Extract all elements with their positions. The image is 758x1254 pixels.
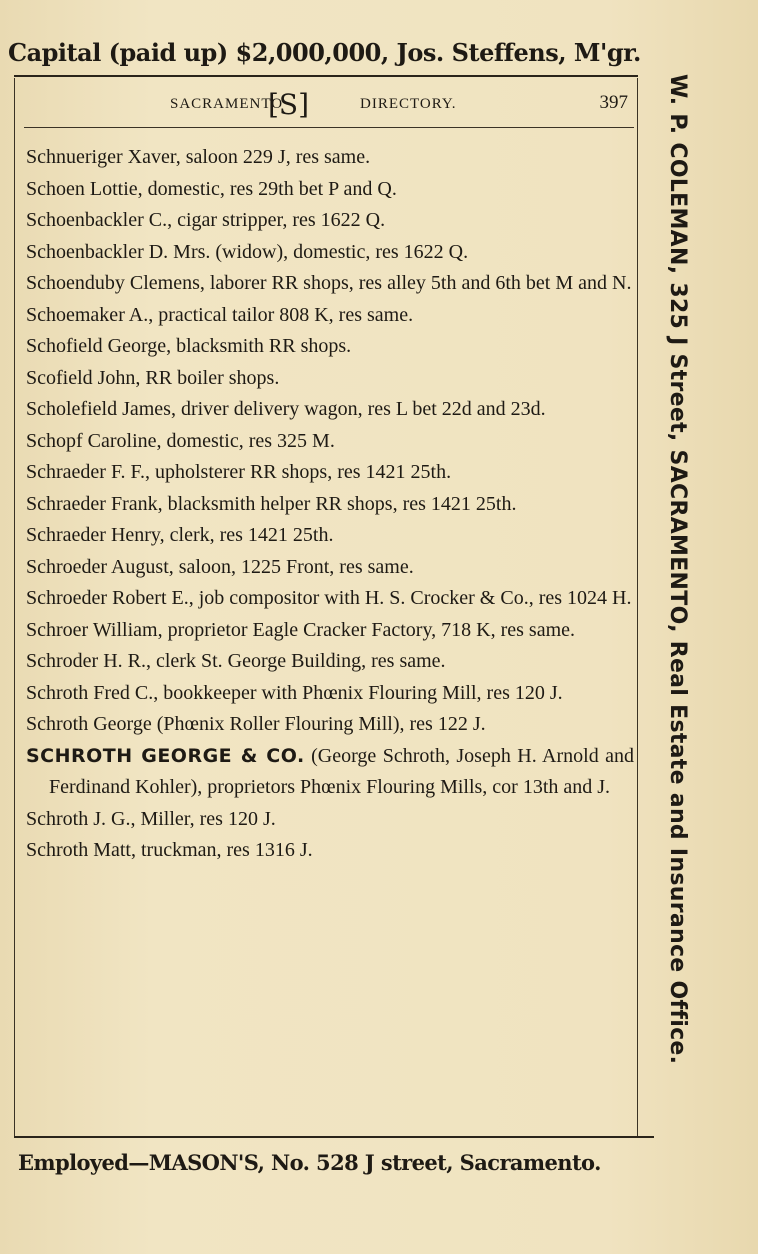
running-head-title: DIRECTORY. [360,96,457,112]
directory-entry: Schroder H. R., clerk St. George Building, res same. [26,650,446,672]
directory-entry: Schoen Lottie, domestic, res 29th bet P and Q. [26,177,397,200]
directory-entry: Schnueriger Xaver, saloon 229 J, res same. [26,146,371,168]
directory-entry: Schraeder Henry, clerk, res 1421 25th. [26,524,334,546]
directory-entry: Scholefield James, driver delivery wagon, res L bet 22d and 23d. [26,398,546,420]
page-number: 397 [599,92,628,113]
directory-entry: Schraeder Frank, blacksmith helper RR shops, res 1421 25th. [26,492,517,515]
running-head-letter: [S] [268,88,310,121]
directory-entry: Schoemaker A., practical tailor 808 K, res same. [26,303,414,326]
running-head-city: SACRAMENTO [170,96,284,112]
directory-entry: Schroth Matt, truckman, res 1316 J. [26,839,313,861]
bottom-advertisement-banner: Employed—MASON'S, No. 528 J street, Sacramento. [18,1150,601,1175]
directory-entry: Schraeder F. F., upholsterer RR shops, res 1421 25th. [26,461,452,483]
directory-entry: Schroth J. G., Miller, res 120 J. [26,807,276,830]
side-advertisement-text: W. P. COLEMAN, 325 J Street, SACRAMENTO, Real Estate and Insurance Office. [665,74,690,1065]
side-advertisement-banner [650,74,710,1144]
running-head [14,88,634,122]
directory-entry: Schroer William, proprietor Eagle Cracker Factory, 718 K, res same. [26,618,576,641]
directory-entry: Schopf Caroline, domestic, res 325 M. [26,429,335,452]
directory-entry: Schoenbackler D. Mrs. (widow), domestic, res 1622 Q. [26,240,469,263]
bottom-rule [14,1136,654,1138]
top-advertisement-banner: Capital (paid up) $2,000,000, Jos. Steffens, M'gr. [8,38,641,67]
top-rule [14,75,638,77]
directory-entry: Schoenbackler C., cigar stripper, res 1622 Q. [26,209,386,231]
directory-entry: Schoenduby Clemens, laborer RR shops, res alley 5th and 6th bet M and N. [26,272,632,294]
directory-entry: Schroeder Robert E., job compositor with H. S. Crocker & Co., res 1024 H. [26,587,632,609]
directory-entry: Scofield John, RR boiler shops. [26,366,280,389]
directory-entry: Schroth George (Phœnix Roller Flouring Mill), res 122 J. [26,713,486,735]
directory-entry: Schofield George, blacksmith RR shops. [26,335,352,357]
directory-entry: Schroeder August, saloon, 1225 Front, res same. [26,555,414,578]
directory-entry-business: SCHROTH GEORGE & CO. (George Schroth, Joseph H. Arnold and Ferdinand Kohler), proprietors Phœnix Flouring Mills, cor 13th and J. [26,744,634,798]
directory-entries [26,142,634,867]
business-name: SCHROTH GEORGE & CO. [26,744,305,767]
header-rule [24,127,634,128]
directory-entry: Schroth Fred C., bookkeeper with Phœnix Flouring Mill, res 120 J. [26,681,563,704]
